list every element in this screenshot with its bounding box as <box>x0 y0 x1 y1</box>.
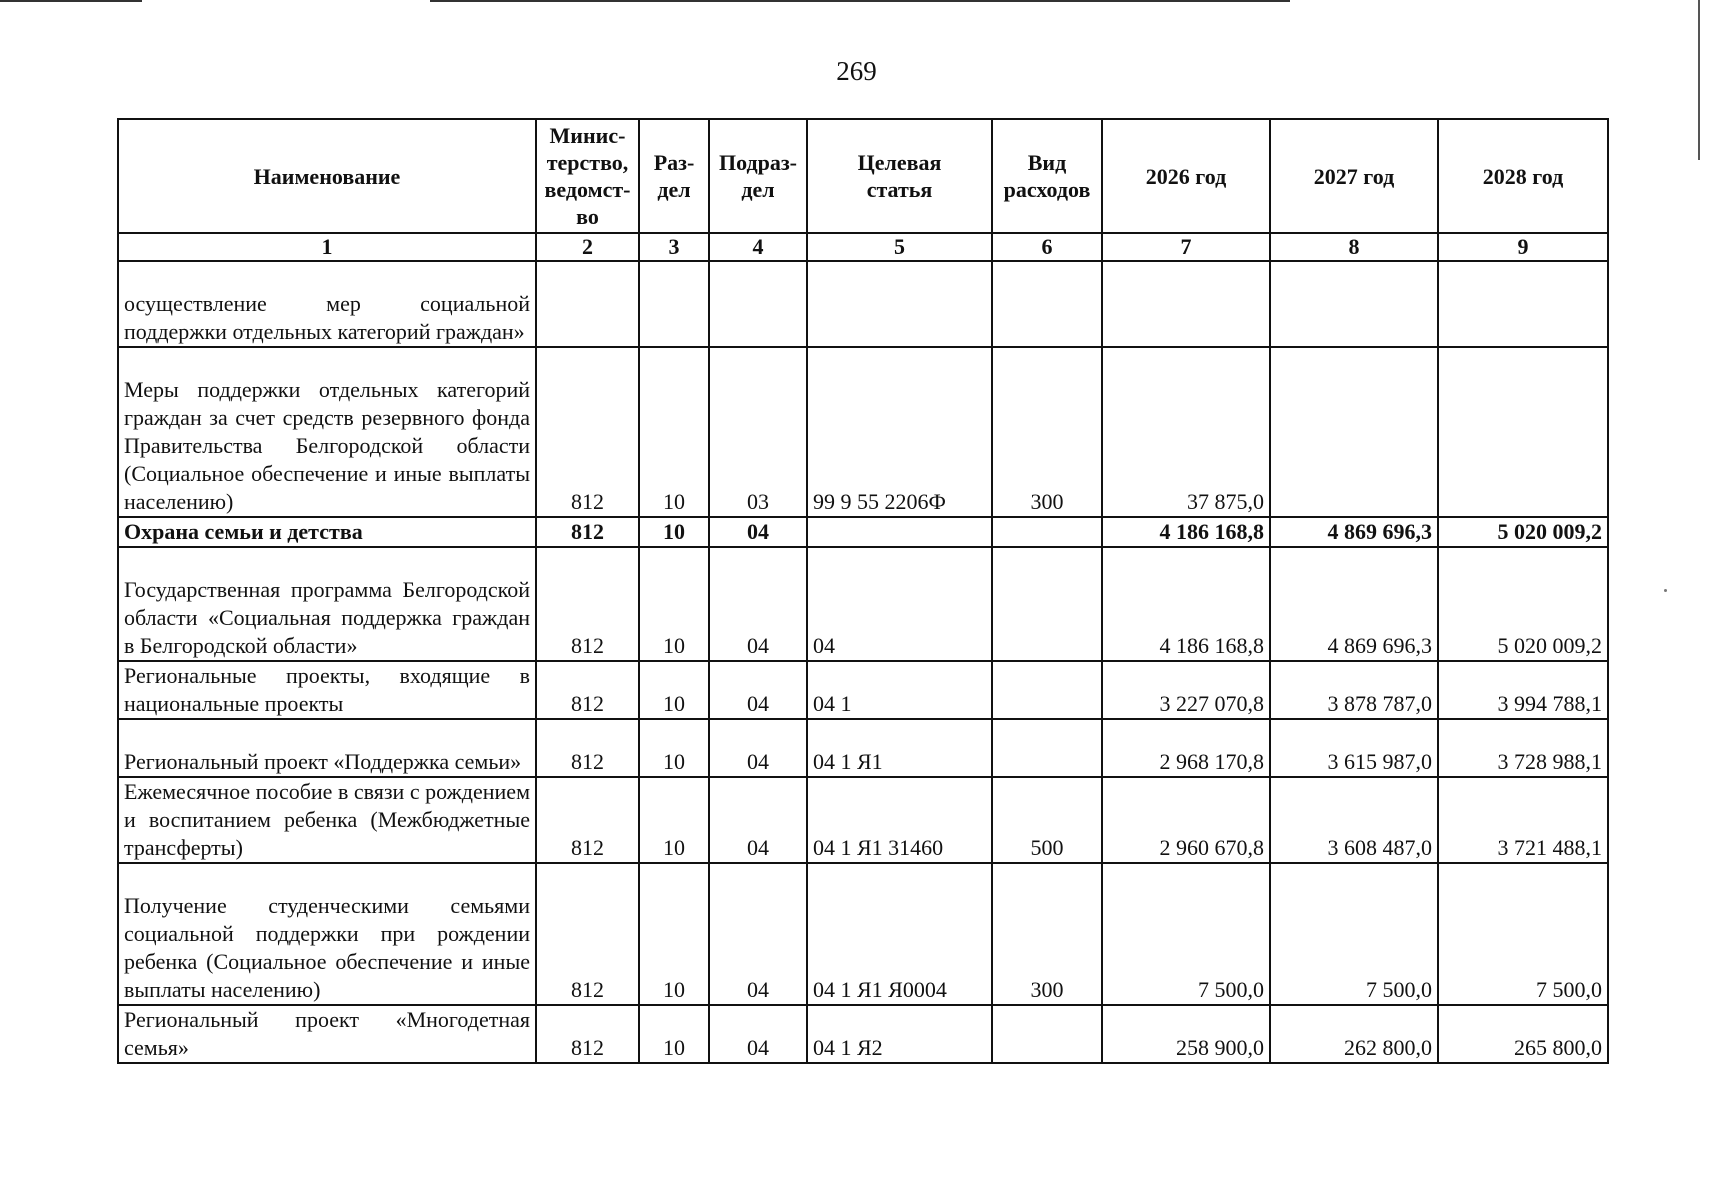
row-ministry: 812 <box>536 347 639 517</box>
budget-table <box>117 118 1609 1064</box>
row-2026: 2 960 670,8 <box>1102 777 1270 863</box>
row-expense-type: 300 <box>992 347 1102 517</box>
row-expense-type <box>992 719 1102 777</box>
row-ministry: 812 <box>536 1005 639 1063</box>
row-target-article: 04 <box>807 547 992 661</box>
row-2026: 258 900,0 <box>1102 1005 1270 1063</box>
row-subsection: 04 <box>709 547 807 661</box>
column-number: 5 <box>807 233 992 261</box>
row-2026: 3 227 070,8 <box>1102 661 1270 719</box>
table-row <box>118 661 1608 719</box>
header-subsection: Подраз- дел <box>709 119 807 233</box>
row-expense-type <box>992 261 1102 347</box>
column-number: 2 <box>536 233 639 261</box>
row-2027: 7 500,0 <box>1270 863 1438 1005</box>
row-subsection: 03 <box>709 347 807 517</box>
column-number: 7 <box>1102 233 1270 261</box>
row-name: Региональный проект «Поддержка семьи» <box>118 719 536 777</box>
row-subsection: 04 <box>709 661 807 719</box>
header-section: Раз- дел <box>639 119 709 233</box>
row-expense-type <box>992 517 1102 547</box>
row-name: Государственная программа Белгородской области «Социальная поддержка граждан в Белгородской области» <box>118 547 536 661</box>
table-row <box>118 347 1608 517</box>
row-ministry: 812 <box>536 661 639 719</box>
row-name: Охрана семьи и детства <box>118 517 536 547</box>
column-number: 8 <box>1270 233 1438 261</box>
row-2026: 4 186 168,8 <box>1102 517 1270 547</box>
row-2026 <box>1102 261 1270 347</box>
page-number: 269 <box>836 56 877 86</box>
row-target-article <box>807 517 992 547</box>
table-row <box>118 777 1608 863</box>
row-target-article: 04 1 <box>807 661 992 719</box>
row-section <box>639 261 709 347</box>
row-section: 10 <box>639 347 709 517</box>
row-2027: 4 869 696,3 <box>1270 547 1438 661</box>
row-target-article: 04 1 Я2 <box>807 1005 992 1063</box>
header-year-2028: 2028 год <box>1438 119 1608 233</box>
row-section: 10 <box>639 777 709 863</box>
header-row <box>118 119 1608 233</box>
row-subsection: 04 <box>709 863 807 1005</box>
row-2027: 262 800,0 <box>1270 1005 1438 1063</box>
table-row <box>118 1005 1608 1063</box>
row-subsection <box>709 261 807 347</box>
row-name: Ежемесячное пособие в связи с рождением и воспитанием ребенка (Межбюджетные трансферты) <box>118 777 536 863</box>
row-2026: 7 500,0 <box>1102 863 1270 1005</box>
row-section: 10 <box>639 719 709 777</box>
row-name: Получение студенческими семьями социальной поддержки при рождении ребенка (Социальное обеспечение и иные выплаты населению) <box>118 863 536 1005</box>
row-2028: 3 728 988,1 <box>1438 719 1608 777</box>
row-subsection: 04 <box>709 719 807 777</box>
header-name: Наименование <box>118 119 536 233</box>
row-expense-type: 500 <box>992 777 1102 863</box>
row-subsection: 04 <box>709 517 807 547</box>
row-expense-type: 300 <box>992 863 1102 1005</box>
row-name: осуществление мер социальной поддержки отдельных категорий граждан» <box>118 261 536 347</box>
scan-speck <box>1664 589 1667 592</box>
row-2028: 265 800,0 <box>1438 1005 1608 1063</box>
row-ministry: 812 <box>536 517 639 547</box>
scan-edge-line-left <box>0 0 142 2</box>
row-section: 10 <box>639 547 709 661</box>
row-name: Меры поддержки отдельных категорий граждан за счет средств резервного фонда Правительства Белгородской области (Социальное обеспечение и иные выплаты населению) <box>118 347 536 517</box>
row-2028 <box>1438 347 1608 517</box>
row-2026: 2 968 170,8 <box>1102 719 1270 777</box>
row-target-article: 04 1 Я1 Я0004 <box>807 863 992 1005</box>
row-2028: 5 020 009,2 <box>1438 517 1608 547</box>
row-target-article: 04 1 Я1 <box>807 719 992 777</box>
row-2028: 3 994 788,1 <box>1438 661 1608 719</box>
header-year-2026: 2026 год <box>1102 119 1270 233</box>
row-section: 10 <box>639 661 709 719</box>
row-subsection: 04 <box>709 777 807 863</box>
row-name: Региональные проекты, входящие в национальные проекты <box>118 661 536 719</box>
row-2028: 7 500,0 <box>1438 863 1608 1005</box>
row-target-article <box>807 261 992 347</box>
row-2027: 4 869 696,3 <box>1270 517 1438 547</box>
column-number: 1 <box>118 233 536 261</box>
row-2027: 3 608 487,0 <box>1270 777 1438 863</box>
row-ministry <box>536 261 639 347</box>
row-expense-type <box>992 547 1102 661</box>
row-2026: 4 186 168,8 <box>1102 547 1270 661</box>
table-row <box>118 863 1608 1005</box>
row-2027 <box>1270 261 1438 347</box>
row-ministry: 812 <box>536 547 639 661</box>
row-ministry: 812 <box>536 777 639 863</box>
table-row-subtotal <box>118 517 1608 547</box>
row-section: 10 <box>639 863 709 1005</box>
row-ministry: 812 <box>536 719 639 777</box>
row-target-article: 04 1 Я1 31460 <box>807 777 992 863</box>
row-expense-type <box>992 661 1102 719</box>
table-row <box>118 261 1608 347</box>
row-2026: 37 875,0 <box>1102 347 1270 517</box>
row-target-article: 99 9 55 2206Ф <box>807 347 992 517</box>
row-2027: 3 878 787,0 <box>1270 661 1438 719</box>
row-ministry: 812 <box>536 863 639 1005</box>
row-section: 10 <box>639 517 709 547</box>
row-2028 <box>1438 261 1608 347</box>
row-2028: 5 020 009,2 <box>1438 547 1608 661</box>
column-number: 4 <box>709 233 807 261</box>
row-2027: 3 615 987,0 <box>1270 719 1438 777</box>
header-year-2027: 2027 год <box>1270 119 1438 233</box>
table-row <box>118 547 1608 661</box>
row-2028: 3 721 488,1 <box>1438 777 1608 863</box>
column-number-row <box>118 233 1608 261</box>
header-expense-type: Вид расходов <box>992 119 1102 233</box>
row-2027 <box>1270 347 1438 517</box>
row-subsection: 04 <box>709 1005 807 1063</box>
row-expense-type <box>992 1005 1102 1063</box>
row-section: 10 <box>639 1005 709 1063</box>
column-number: 3 <box>639 233 709 261</box>
row-name: Региональный проект «Многодетная семья» <box>118 1005 536 1063</box>
table-row <box>118 719 1608 777</box>
column-number: 9 <box>1438 233 1608 261</box>
header-ministry: Минис- терство, ведомст- во <box>536 119 639 233</box>
column-number: 6 <box>992 233 1102 261</box>
header-target-article: Целевая статья <box>807 119 992 233</box>
scan-edge-line-center <box>430 0 1290 2</box>
